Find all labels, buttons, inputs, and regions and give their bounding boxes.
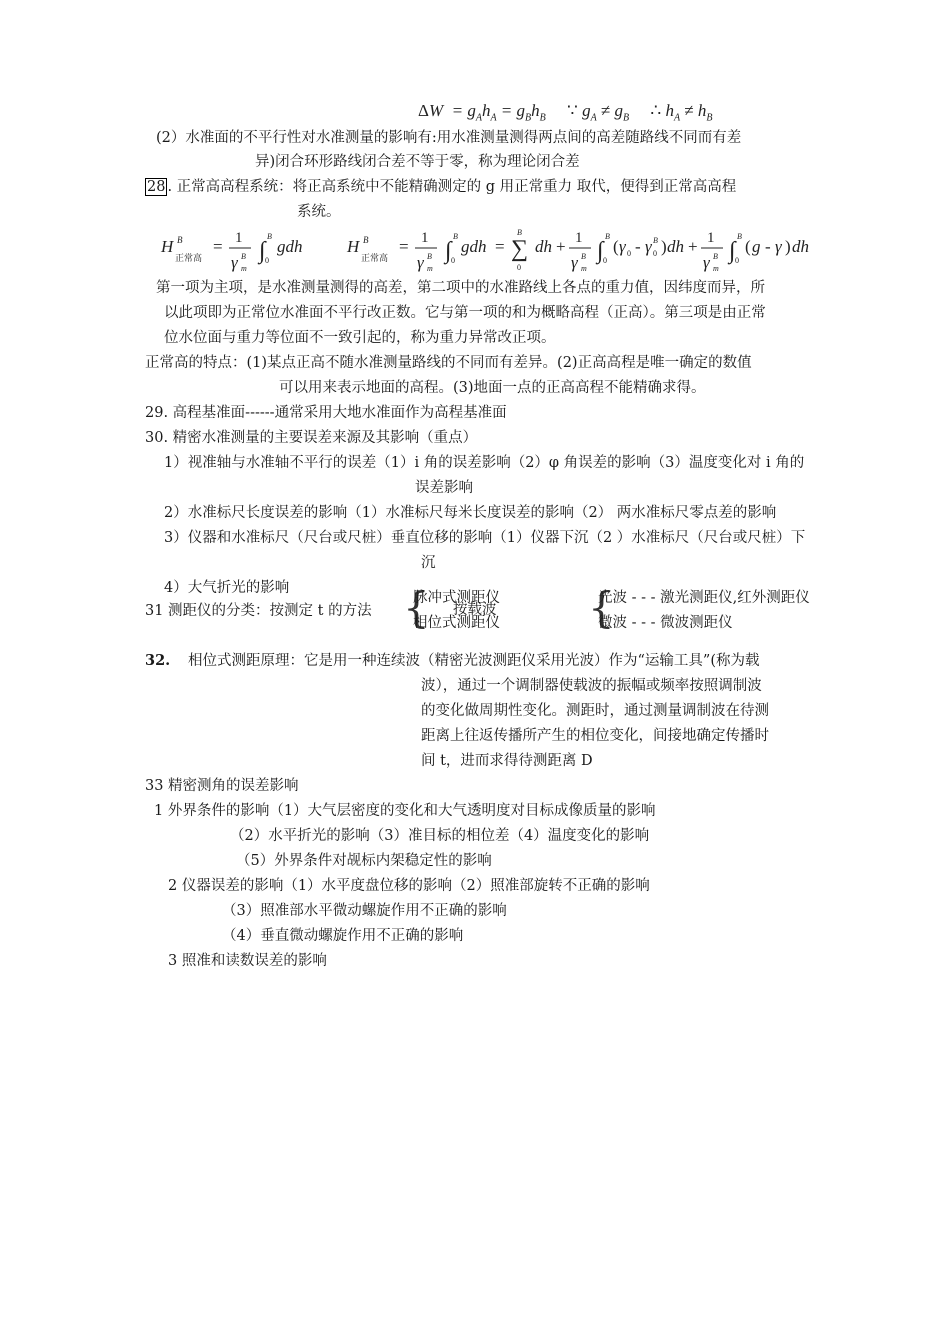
text-line: 29. 高程基准面------通常采用大地水准面作为高程基准面 bbox=[145, 405, 507, 421]
text-line: 3 照准和读数误差的影响 bbox=[168, 953, 327, 969]
text-line: 波），通过一个调制器使载波的振幅或频率按照调制波 bbox=[421, 678, 762, 694]
svg-text:gdh: gdh bbox=[461, 237, 487, 256]
normal-height-label: 正常高 bbox=[175, 253, 203, 263]
text-line: 33 精密测角的误差影响 bbox=[145, 778, 299, 794]
text-line: 间 t，进而求得待测距离 D bbox=[421, 753, 593, 769]
svg-text:1: 1 bbox=[575, 230, 583, 246]
text-line: （2）水平折光的影响（3）准目标的相位差（4）温度变化的影响 bbox=[230, 828, 650, 844]
item-number: 32. bbox=[145, 652, 171, 669]
svg-text:H: H bbox=[161, 237, 174, 256]
svg-text:正常高: 正常高 bbox=[361, 253, 389, 263]
text-line: 可以用来表示地面的高程。(3)地面一点的正高高程不能精确求得。 bbox=[279, 380, 706, 396]
item-32-heading bbox=[145, 651, 170, 671]
svg-text:B: B bbox=[713, 252, 718, 261]
svg-text:0: 0 bbox=[627, 249, 631, 258]
text-line: 沉 bbox=[421, 555, 436, 571]
svg-text:0: 0 bbox=[735, 256, 739, 265]
text-line: 2）水准标尺长度误差的影响（1）水准标尺每米长度误差的影响（2） 两水准标尺零点差的影响 bbox=[164, 505, 777, 521]
svg-text:B: B bbox=[737, 232, 742, 241]
svg-text:∫: ∫ bbox=[445, 238, 452, 264]
text-line: 4）大气折光的影响 bbox=[164, 580, 290, 596]
svg-text:m: m bbox=[713, 264, 719, 273]
svg-text:+: + bbox=[556, 237, 566, 256]
text-line: 1 外界条件的影响（1）大气层密度的变化和大气透明度对目标成像质量的影响 bbox=[154, 803, 656, 819]
svg-text:0: 0 bbox=[603, 256, 607, 265]
svg-text:dh: dh bbox=[792, 237, 809, 256]
text-line: 误差影响 bbox=[415, 480, 473, 496]
svg-text:-: - bbox=[765, 237, 771, 256]
svg-text:B: B bbox=[453, 232, 458, 241]
svg-text:1: 1 bbox=[707, 230, 715, 246]
svg-text:0: 0 bbox=[517, 263, 521, 272]
text-line: . 正常高高程系统：将正高系统中不能精确测定的 g 用正常重力 取代，便得到正常高高程 bbox=[167, 179, 737, 195]
svg-text:B: B bbox=[363, 235, 369, 245]
text-line: 异)闭合环形路线闭合差不等于零，称为理论闭合差 bbox=[255, 154, 580, 170]
svg-text:dh: dh bbox=[667, 237, 684, 256]
text-line: 正常高的特点：(1)某点正高不随水准测量路线的不同而有差异。(2)正高高程是唯一确定的数值 bbox=[145, 355, 752, 371]
svg-text:γ: γ bbox=[645, 237, 652, 256]
svg-text:): ) bbox=[785, 237, 791, 256]
svg-text:=: = bbox=[495, 237, 505, 256]
text-line: 系统。 bbox=[297, 204, 341, 220]
svg-text:γ: γ bbox=[703, 253, 710, 272]
text-line: 30. 精密水准测量的主要误差来源及其影响（重点） bbox=[145, 430, 478, 446]
text-line: 1）视准轴与水准轴不平行的误差（1）i 角的误差影响（2）φ 角误差的影响（3）温度变化对 i 角的 bbox=[164, 455, 805, 471]
svg-text:B: B bbox=[517, 228, 522, 237]
svg-text:-: - bbox=[635, 237, 641, 256]
svg-text:=: = bbox=[399, 237, 409, 256]
svg-text:1: 1 bbox=[421, 230, 429, 246]
svg-text:γ: γ bbox=[571, 253, 578, 272]
svg-text:(: ( bbox=[745, 237, 751, 256]
svg-text:γ: γ bbox=[231, 253, 238, 272]
rangefinder-type-phase: 相位式测距仪 bbox=[413, 615, 500, 631]
formula-normal-height bbox=[155, 228, 855, 278]
text-line: 距离上往返传播所产生的相位变化，间接地确定传播时 bbox=[421, 728, 769, 744]
svg-text:B: B bbox=[241, 252, 246, 261]
text-line: （4）垂直微动螺旋作用不正确的影响 bbox=[222, 928, 464, 944]
svg-text:0: 0 bbox=[653, 249, 657, 258]
svg-text:g: g bbox=[752, 237, 761, 256]
svg-text:γ: γ bbox=[775, 237, 782, 256]
brace-right: { bbox=[588, 583, 615, 632]
svg-text:+: + bbox=[688, 237, 698, 256]
text-line: 位水位面与重力等位面不一致引起的，称为重力异常改正项。 bbox=[164, 330, 556, 346]
brace-left: { bbox=[403, 583, 430, 632]
svg-text:B: B bbox=[177, 235, 183, 245]
text-line: (2）水准面的不平行性对水准测量的影响有:用水准测量测得两点间的高差随路线不同而有差 bbox=[156, 130, 742, 146]
text-line: （5）外界条件对觇标内架稳定性的影响 bbox=[236, 853, 492, 869]
rangefinder-type-pulse: 脉冲式测距仪 bbox=[413, 590, 500, 606]
svg-text:∫: ∫ bbox=[729, 238, 736, 264]
svg-text:gdh: gdh bbox=[277, 237, 303, 256]
carrier-micro-wave: 微波 - - - 微波测距仪 bbox=[598, 615, 733, 631]
svg-text:1: 1 bbox=[235, 230, 243, 246]
text-line: 2 仪器误差的影响（1）水平度盘位移的影响（2）照准部旋转不正确的影响 bbox=[168, 878, 650, 894]
text-line: 以此项即为正常位水准面不平行改正数。它与第一项的和为概略高程（正高）。第三项是由正常 bbox=[164, 305, 766, 321]
formula-delta-w: $\Delta W = g_Ah_A = g_Bh_B$ ∵ $g_A \ne g_B$ ∴ $h_A \ne h_B$ bbox=[418, 101, 713, 124]
svg-text:0: 0 bbox=[451, 256, 455, 265]
svg-text:B: B bbox=[427, 252, 432, 261]
svg-text:∫: ∫ bbox=[259, 238, 266, 264]
svg-text:B: B bbox=[605, 232, 610, 241]
text-line: 3）仪器和水准标尺（尺台或尺桩）垂直位移的影响（1）仪器下沉（2 ）水准标尺（尺台或尺桩）下 bbox=[164, 530, 806, 546]
svg-text:B: B bbox=[581, 252, 586, 261]
text-line: 的变化做周期性变化。测距时，通过测量调制波在待测 bbox=[421, 703, 769, 719]
svg-text:(: ( bbox=[613, 237, 619, 256]
svg-text:γ: γ bbox=[619, 237, 626, 256]
svg-text:H: H bbox=[347, 237, 360, 256]
svg-text:m: m bbox=[427, 264, 433, 273]
text-line: （3）照准部水平微动螺旋作用不正确的影响 bbox=[222, 903, 507, 919]
svg-text:): ) bbox=[661, 237, 667, 256]
svg-text:∑: ∑ bbox=[511, 236, 529, 262]
text-line: 第一项为主项，是水准测量测得的高差，第二项中的水准路线上各点的重力值，因纬度而异，所 bbox=[156, 280, 765, 296]
svg-text:∫: ∫ bbox=[597, 238, 604, 264]
item-number: 28 bbox=[147, 179, 166, 195]
svg-text:=: = bbox=[213, 237, 223, 256]
svg-text:0: 0 bbox=[265, 256, 269, 265]
svg-text:dh: dh bbox=[535, 237, 552, 256]
svg-text:B: B bbox=[653, 236, 658, 245]
svg-text:B: B bbox=[267, 232, 272, 241]
text-line: 31 测距仪的分类：按测定 t 的方法 bbox=[145, 603, 372, 619]
item-28-heading bbox=[145, 177, 736, 197]
svg-text:m: m bbox=[581, 264, 587, 273]
svg-text:γ: γ bbox=[417, 253, 424, 272]
svg-text:m: m bbox=[241, 264, 247, 273]
carrier-light-wave: 光波 - - - 激光测距仪,红外测距仪 bbox=[598, 590, 810, 606]
carrier-label: 按载波 bbox=[453, 602, 497, 618]
text-line: 相位式测距原理：它是用一种连续波（精密光波测距仪采用光波）作为“运输工具”(称为载 bbox=[188, 653, 760, 669]
